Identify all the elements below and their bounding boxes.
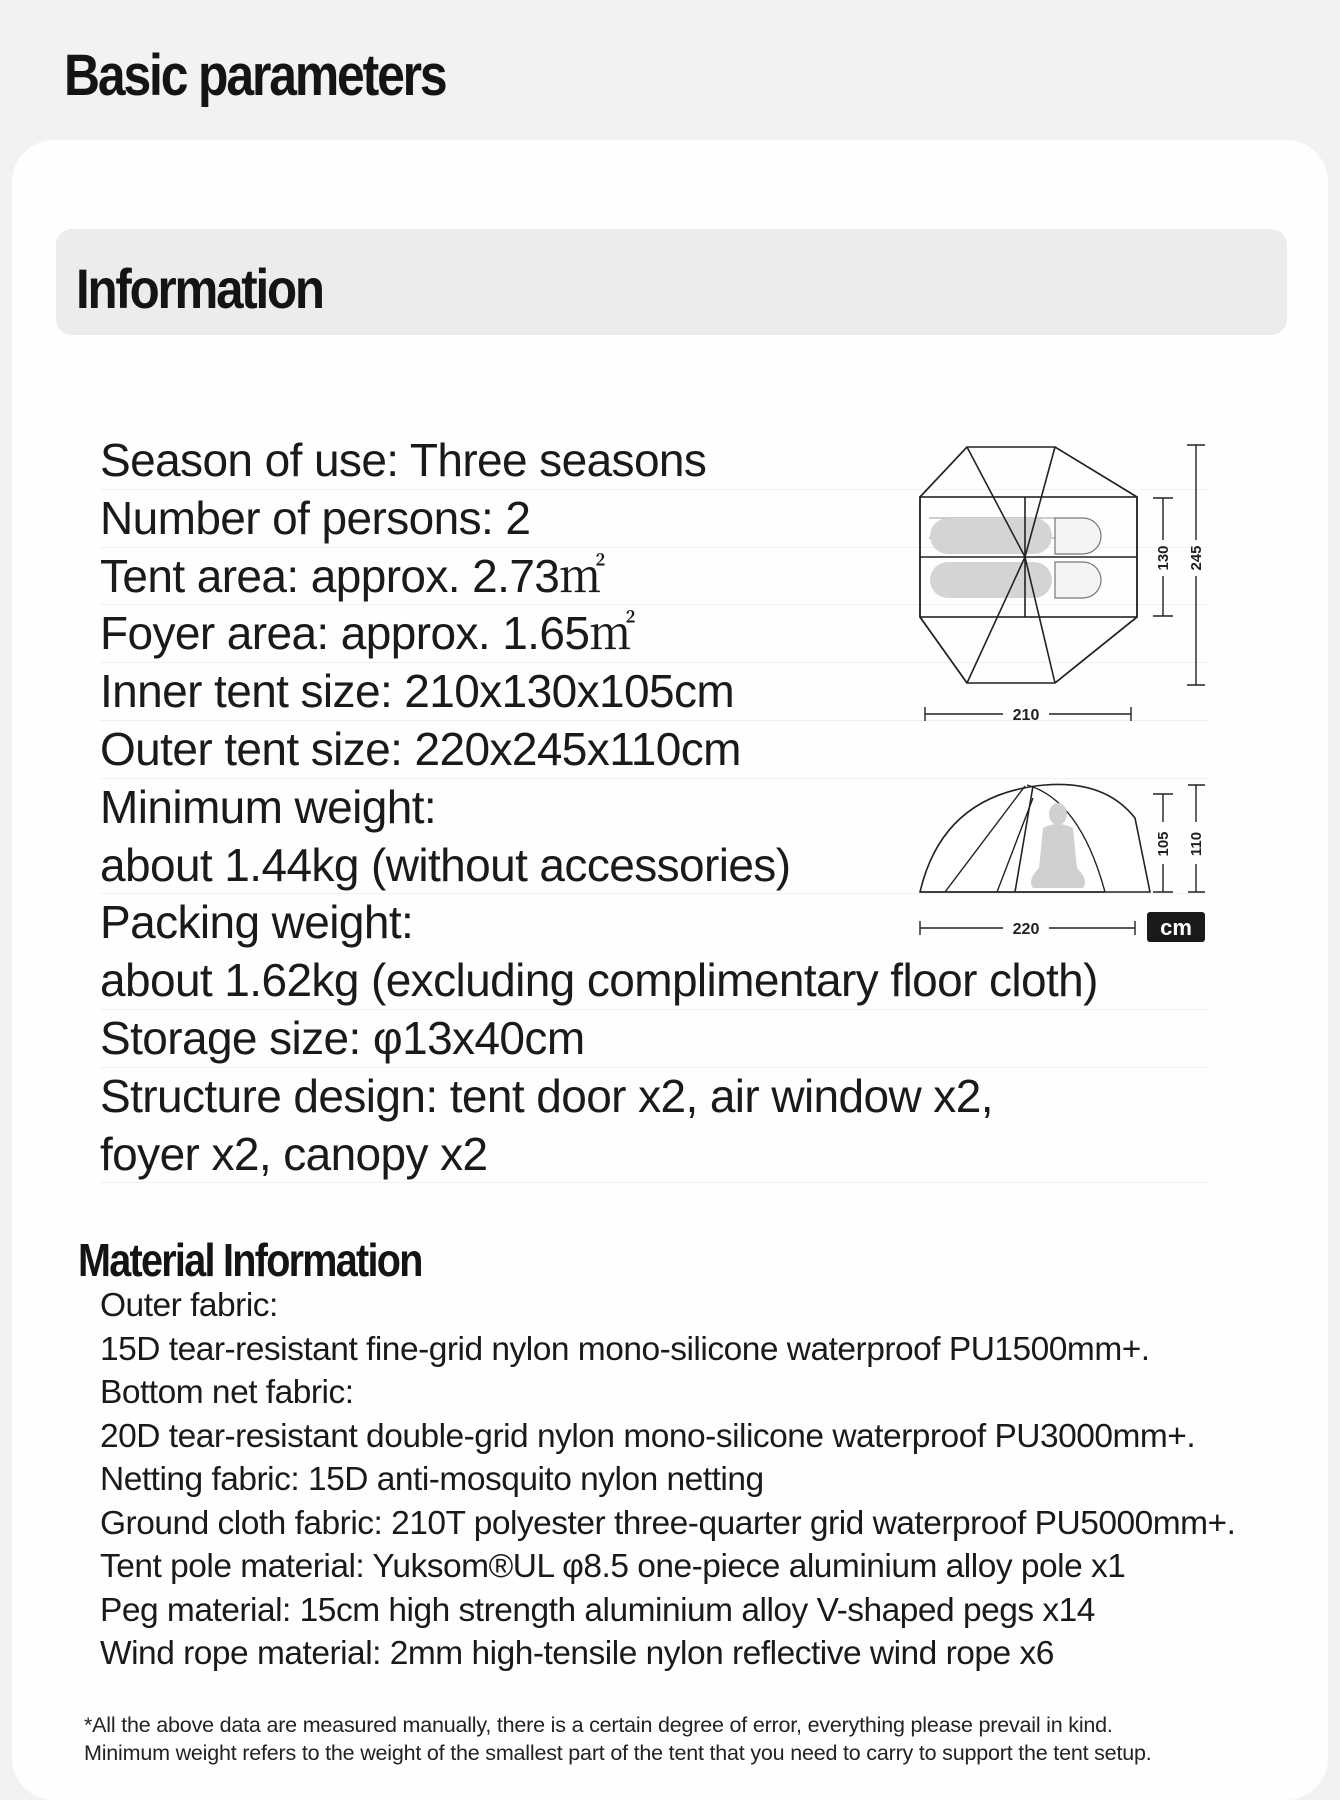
dim-side-width-label: 220	[1012, 921, 1040, 938]
spec-min-weight-value: about 1.44kg (without accessories)	[100, 837, 1210, 895]
tent-side-view	[920, 784, 1150, 892]
information-title: Information	[76, 257, 323, 320]
dim-outer-depth-label: 245	[1188, 545, 1205, 571]
footnote-line-2: Minimum weight refers to the weight of the smallest part of the tent that you need to carry to support the tent setup.	[84, 1741, 1152, 1765]
dim-top-width-label: 210	[1012, 707, 1040, 724]
spec-tent-area: Tent area: approx. 2.73㎡	[100, 548, 1210, 606]
spec-persons: Number of persons: 2	[100, 490, 1210, 548]
material-list	[100, 1284, 1300, 1676]
tent-dimension-diagram	[905, 440, 1215, 955]
material-peg: Peg material: 15cm high strength aluminium alloy V-shaped pegs x14	[100, 1591, 1095, 1629]
unit-badge-label: cm	[1160, 915, 1192, 940]
tent-top-view	[920, 447, 1137, 683]
material-bottom-label: Bottom net fabric:	[100, 1374, 354, 1411]
spec-foyer-area: Foyer area: approx. 1.65㎡	[100, 605, 1210, 663]
spec-inner-size: Inner tent size: 210x130x105cm	[100, 663, 1210, 721]
person-silhouette-head	[1049, 803, 1067, 825]
material-wind-rope: Wind rope material: 2mm high-tensile nylon reflective wind rope x6	[100, 1635, 1054, 1672]
dim-inner-depth-label: 130	[1155, 545, 1172, 571]
spec-structure-design-cont: foyer x2, canopy x2	[100, 1126, 1210, 1184]
material-outer-label: Outer fabric:	[100, 1287, 278, 1324]
spec-packing-weight-label: Packing weight:	[100, 896, 414, 949]
spec-packing-weight-value: about 1.62kg (excluding complimentary floor cloth)	[100, 952, 1210, 1010]
material-bottom-value: 20D tear-resistant double-grid nylon mono-silicone waterproof PU3000mm+.	[100, 1417, 1196, 1455]
footnote-line-1: *All the above data are measured manually, there is a certain degree of error, everything please prevail in kind.	[84, 1713, 1113, 1737]
dim-inner-height-label: 105	[1155, 831, 1172, 857]
material-tent-pole: Tent pole material: Yuksom®UL φ8.5 one-piece aluminium alloy pole x1	[100, 1548, 1126, 1585]
spec-season: Season of use: Three seasons	[100, 432, 1210, 490]
material-outer-value: 15D tear-resistant fine-grid nylon mono-silicone waterproof PU1500mm+.	[100, 1330, 1150, 1368]
dim-outer-height-label: 110	[1188, 831, 1205, 857]
page-title: Basic parameters	[64, 43, 446, 108]
footnote	[84, 1711, 1152, 1767]
material-netting: Netting fabric: 15D anti-mosquito nylon netting	[100, 1461, 764, 1498]
spec-structure-design: Structure design: tent door x2, air window x2,	[100, 1069, 993, 1122]
spec-outer-size: Outer tent size: 220x245x110cm	[100, 721, 1210, 779]
spec-storage-size: Storage size: φ13x40cm	[100, 1010, 1210, 1068]
spec-min-weight-label: Minimum weight:	[100, 780, 437, 833]
material-title: Material Information	[78, 1234, 422, 1286]
material-ground-cloth: Ground cloth fabric: 210T polyester three-quarter grid waterproof PU5000mm+.	[100, 1504, 1236, 1542]
